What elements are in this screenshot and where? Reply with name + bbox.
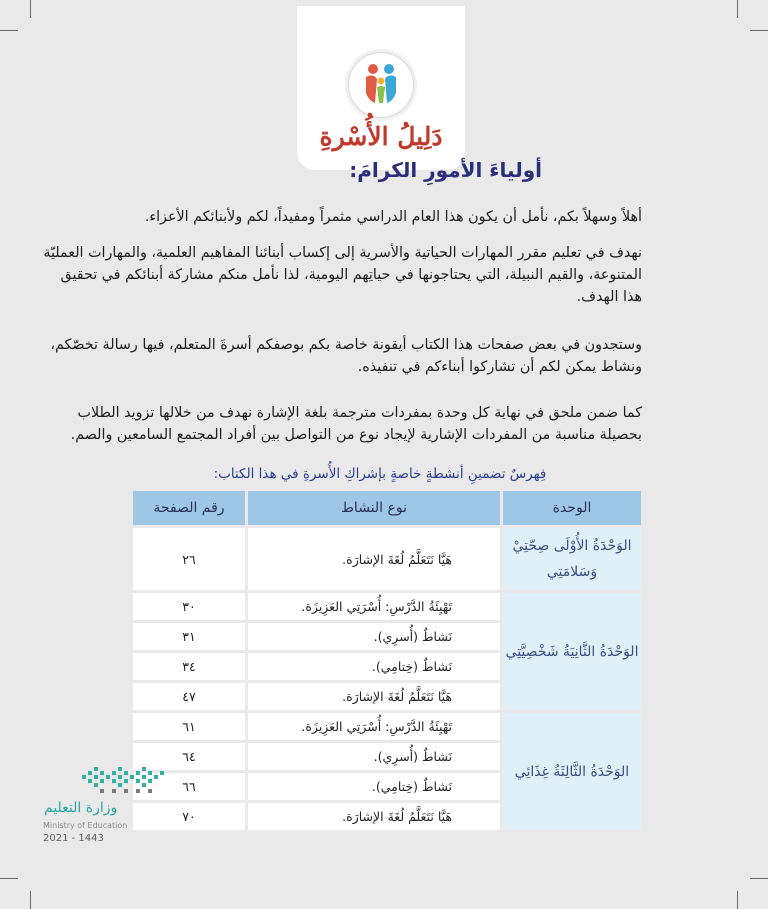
ministry-year: 2021 - 1443	[43, 833, 104, 844]
crop-mark	[0, 30, 18, 31]
activity-cell: تَهْيِئَةُ الدَّرْسِ: أُسْرَتِي العَزِيزَة.	[248, 713, 500, 740]
ministry-name-en: Ministry of Education	[43, 821, 128, 830]
paragraph-appendix: كما ضمن ملحق في نهاية كل وحدة بمفردات مترجمة بلغة الإشارة نهدف من خلالها تزويد الطلاب بحصيلة مناسبة من المفردات الإشارية لإيجاد نوع من التواصل بين أفراد المجتمع السامعين والصم.	[70, 405, 642, 443]
page-cell: ٦٤	[133, 743, 245, 770]
table-header-row	[133, 491, 641, 525]
paragraph-welcome: أهلاً وسهلاً بكم، نأمل أن يكون هذا العام الدراسي مثمراً ومفيداً، لكم ولأبنائكم الأعزاء.	[144, 209, 642, 225]
header-unit: الوحدة	[503, 491, 641, 525]
page-cell: ٦٦	[133, 773, 245, 800]
page-cell: ٣٠	[133, 593, 245, 620]
paragraph-icon: وستجدون في بعض صفحات هذا الكتاب أيقونة خاصة بكم بوصفكم أسرةَ المتعلم، فيها رسالة تخصّكم، ونشاط يمكن لكم أن تشاركوا أبناءكم في تنفيذه.	[50, 337, 642, 375]
table-row	[133, 528, 641, 590]
ministry-logo-icon	[82, 765, 168, 801]
page-cell: ٢٦	[133, 528, 245, 590]
crop-mark	[30, 0, 31, 18]
page-cell: ٣٤	[133, 653, 245, 680]
crop-mark	[750, 878, 768, 879]
paragraph-goal: نهدف في تعليم مقرر المهارات الحياتية والأسرية إلى إكساب أبنائنا المفاهيم العلمية، والمهارات العمليّة المتنوعة، والقيم النبيلة، التي يحتاجونها في حياتِهم اليومية، لذا نأمل منكم مشاركة أبنائكم في تحقيق هذا الهدف.	[43, 245, 642, 305]
page-cell: ٤٧	[133, 683, 245, 710]
unit-cell: الوَحْدَةُ الثَّانِيَةُ شَخْصِيَّتِي	[503, 593, 641, 710]
header-page: رقم الصفحة	[133, 491, 245, 525]
family-icon	[348, 52, 414, 118]
unit-cell: الوَحْدَةُ الثَّالِثَةُ غِذَائِي	[503, 713, 641, 830]
header-activity: نوع النشاط	[248, 491, 500, 525]
unit-cell: الوَحْدَةُ الأُوْلَى صِحّتِيْ وَسَلامَتِي	[503, 528, 641, 590]
activity-cell: نَشاطٌ (خِتامِي).	[248, 653, 500, 680]
table-caption: فِهرسٌ تضمينِ أنشطةٍ خاصةٍ بإشراكِ الأُسرةِ في هذا الكتاب:	[213, 466, 547, 482]
activity-cell: هَيَّا نَتَعَلَّمُ لُغَةَ الإشارَة.	[248, 528, 500, 590]
page-cell: ٧٠	[133, 803, 245, 830]
page-cell: ٦١	[133, 713, 245, 740]
activity-cell: نَشاطٌ (أُسرِي).	[248, 743, 500, 770]
crop-mark	[0, 878, 18, 879]
activity-cell: تَهْيِئَةُ الدَّرْسِ: أُسْرَتِي العَزِيزَة.	[248, 593, 500, 620]
activities-table	[130, 488, 644, 833]
activity-cell: هَيَّا نَتَعَلَّمُ لُغَةَ الإشارَة.	[248, 803, 500, 830]
crop-mark	[30, 891, 31, 909]
crop-mark	[737, 0, 738, 18]
crop-mark	[737, 891, 738, 909]
table-row	[133, 593, 641, 620]
page-title: دَلِيلُ الأُسْرةِ	[319, 122, 443, 151]
table-row	[133, 713, 641, 740]
activity-cell: نَشاطٌ (أُسرِي).	[248, 623, 500, 650]
activity-cell: نَشاطٌ (خِتامِي).	[248, 773, 500, 800]
crop-mark	[750, 30, 768, 31]
activity-cell: هَيَّا نَتَعَلَّمُ لُغَةَ الإشارَة.	[248, 683, 500, 710]
ministry-name-ar: وزارة التعليم	[44, 800, 118, 816]
page-cell: ٣١	[133, 623, 245, 650]
greeting-heading: أولياءَ الأمورِ الكرامَ:	[349, 158, 542, 182]
